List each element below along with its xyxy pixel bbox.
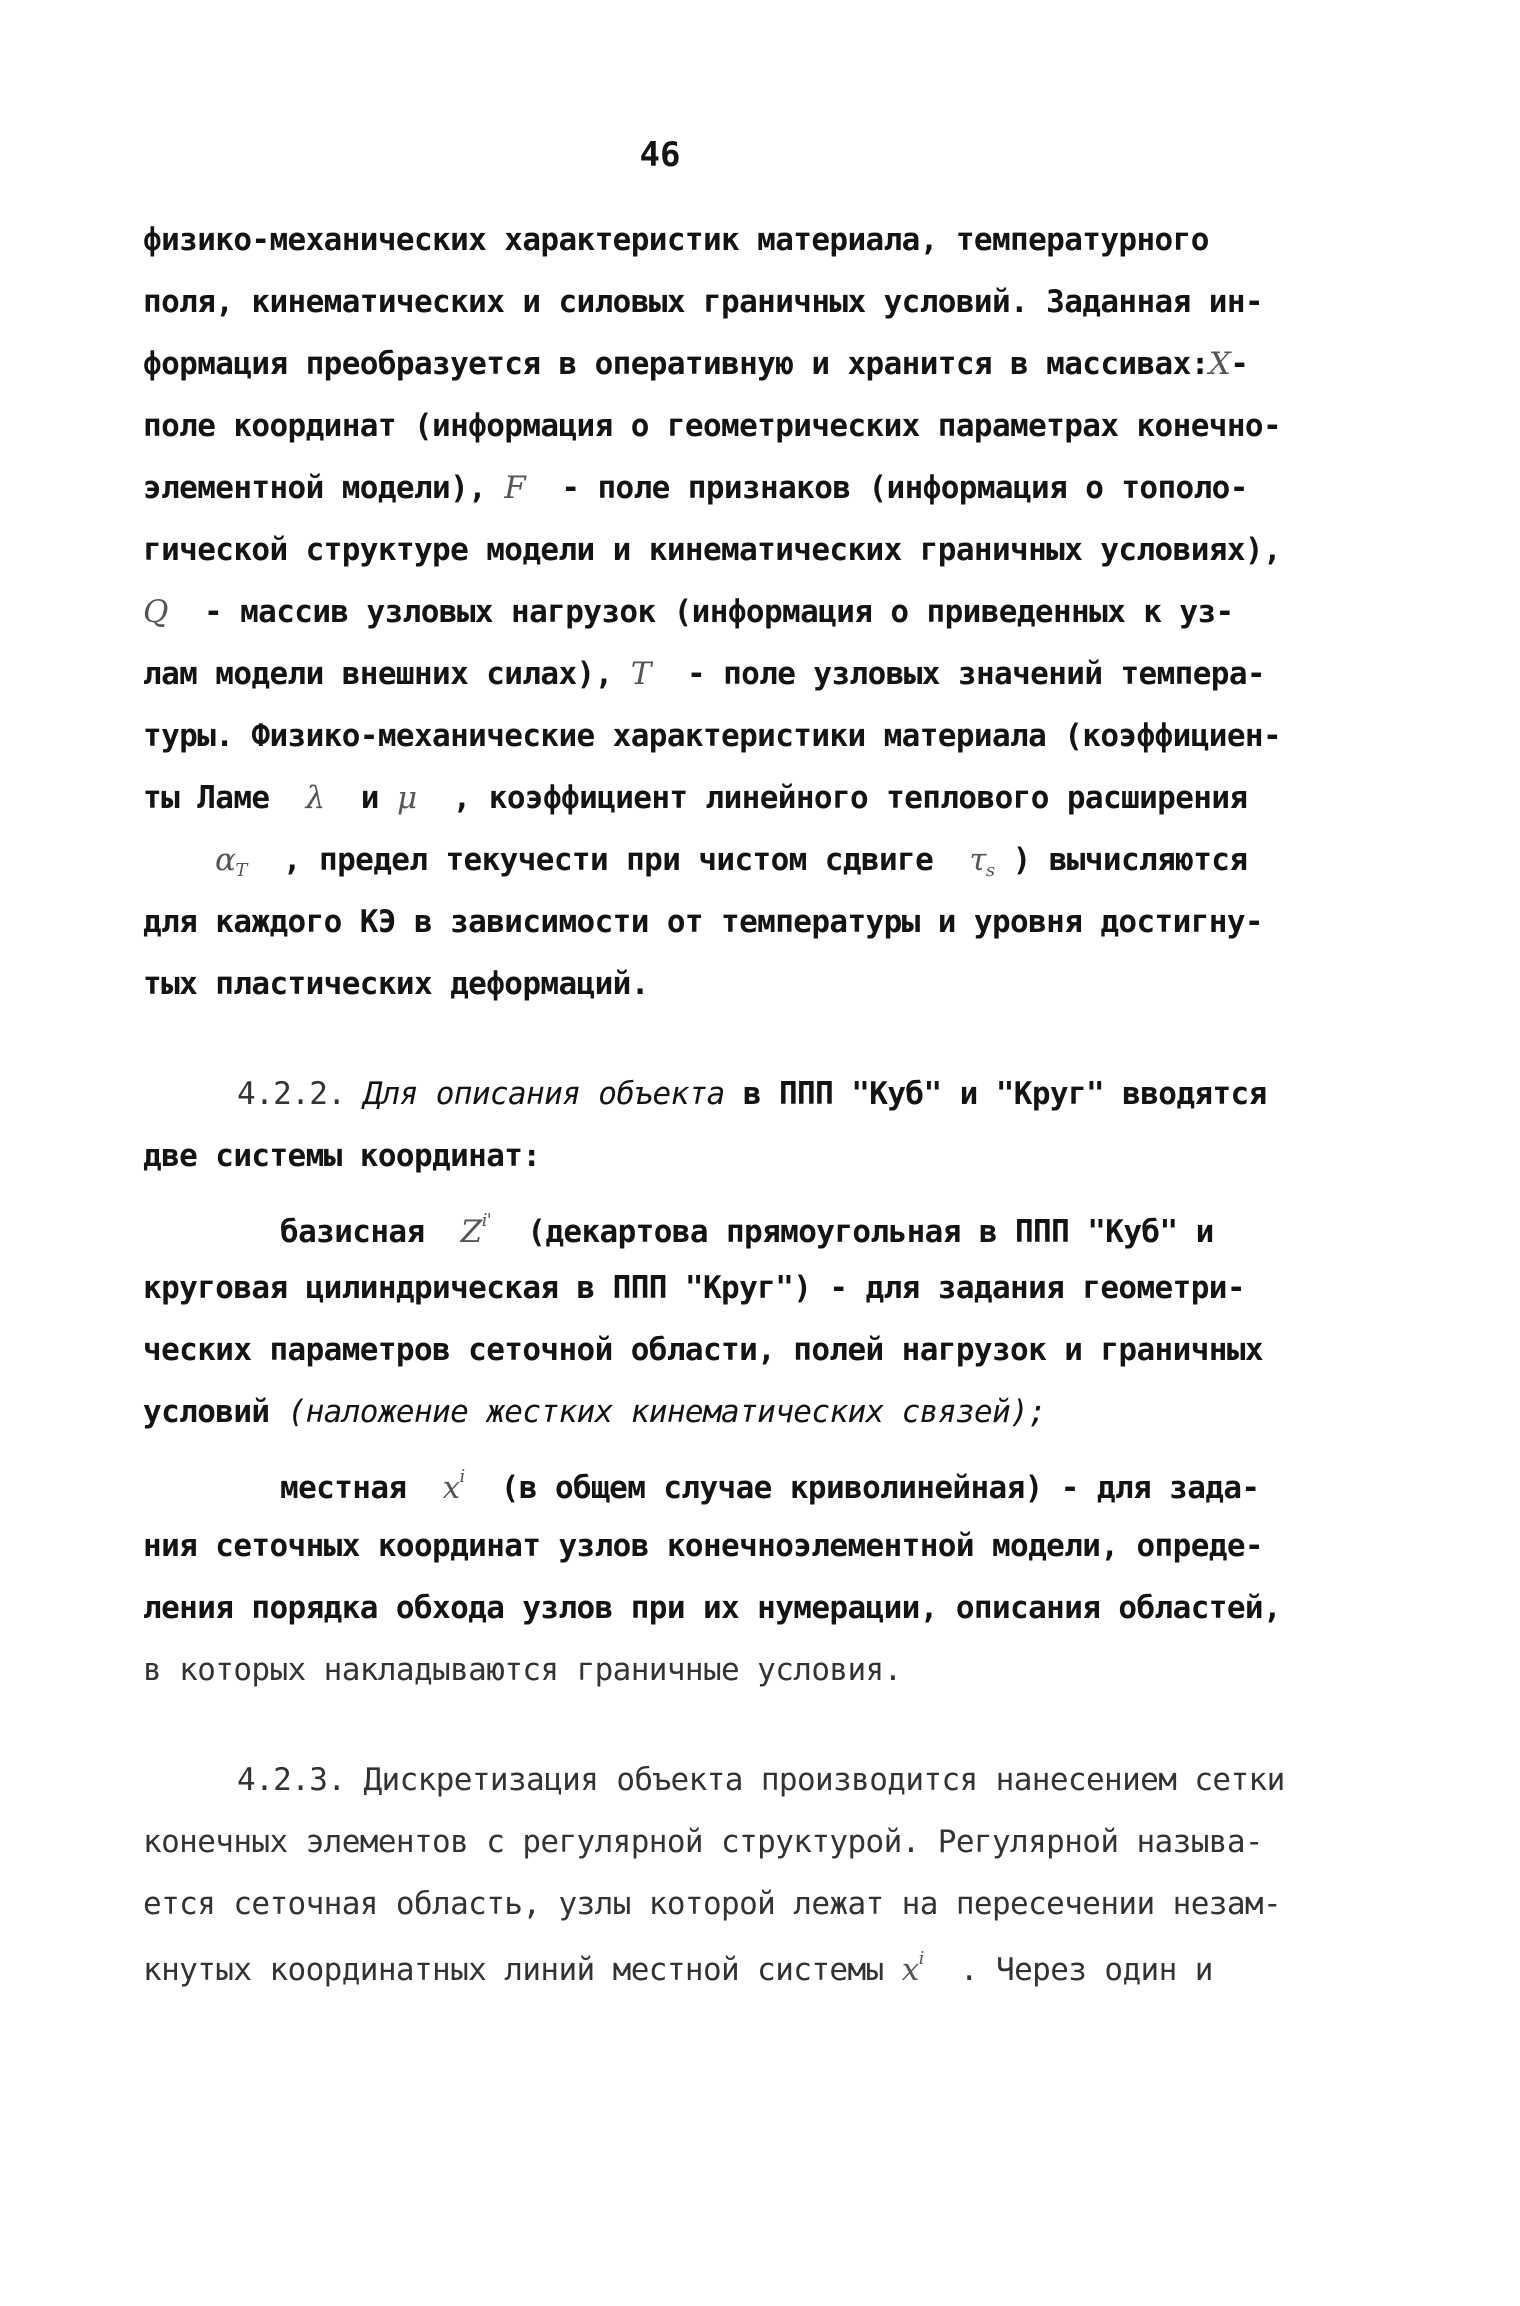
symbol-lambda: λ [305, 780, 325, 816]
text-span: кнутых координатных линий местной системы [143, 1952, 884, 1988]
text-line [280, 1210, 1214, 1250]
text-span: , коэффициент линейного теплового расширения [452, 780, 1248, 816]
symbol-x-superscript: i [459, 1466, 465, 1487]
text-line [280, 1466, 1259, 1506]
text-span: условий [143, 1394, 270, 1430]
text-line [143, 656, 1265, 692]
text-span: базисная [280, 1214, 425, 1250]
text-line: для каждого КЭ в зависимости от температуры и уровня достигну- [143, 904, 1263, 940]
text-line: гической структуре модели и кинематических граничных условиях), [143, 532, 1282, 568]
symbol-alpha-subscript: T [235, 860, 247, 881]
text-span: - поле признаков (информация о тополо- [561, 470, 1248, 506]
text-span: , предел текучести при чистом сдвиге [282, 842, 934, 878]
text-span: формация преобразуется в оперативную и хранится в массивах: [143, 346, 1209, 382]
text-line [215, 842, 1247, 881]
text-span: Для описания объекта [363, 1076, 725, 1112]
text-span: - массив узловых нагрузок (информация о приведенных к уз- [203, 594, 1234, 630]
text-line [143, 470, 1248, 506]
text-line: ния сеточных координат узлов конечноэлементной модели, опреде- [143, 1528, 1263, 1564]
text-line [143, 594, 1234, 630]
text-span: и [360, 780, 379, 816]
page-number: 46 [639, 135, 681, 175]
text-line: 4.2.3. Дискретизация объекта производится нанесением сетки [237, 1762, 1285, 1798]
symbol-x: x [901, 1952, 919, 1988]
symbol-mu: μ [396, 780, 417, 816]
text-span: лам модели внешних силах), [143, 656, 613, 692]
text-line [143, 780, 1247, 816]
text-line [143, 1394, 1046, 1430]
symbol-tau-subscript: s [985, 860, 995, 881]
text-line: ческих параметров сеточной области, полей нагрузок и граничных [143, 1332, 1263, 1368]
text-span: . Через один и [959, 1952, 1213, 1988]
text-span: в ППП "Куб" и "Круг" вводятся [742, 1076, 1267, 1112]
text-span: элементной модели), [143, 470, 487, 506]
symbol-alpha: α [215, 842, 236, 878]
text-span: ты Ламе [143, 780, 270, 816]
text-line: тых пластических деформаций. [143, 966, 649, 1002]
text-span: - [1230, 346, 1249, 382]
text-line: ется сеточная область, узлы которой лежат на пересечении незам- [143, 1886, 1282, 1922]
section-number: 4.2.2. [237, 1076, 346, 1112]
text-line: две системы координат: [143, 1138, 541, 1174]
symbol-q: Q [143, 594, 168, 630]
text-line [143, 346, 1248, 382]
text-span: (в общем случае криволинейная) - для зада- [500, 1470, 1260, 1506]
symbol-z-superscript: i' [481, 1210, 492, 1231]
symbol-z: Z [460, 1214, 482, 1250]
text-span: местная [280, 1470, 407, 1506]
symbol-f: F [504, 470, 526, 506]
symbol-t: T [630, 656, 651, 692]
symbol-x-superscript: i [918, 1948, 924, 1969]
text-span: (наложение жестких кинематических связей); [287, 1394, 1047, 1430]
text-span: - поле узловых значений темпера- [686, 656, 1265, 692]
text-span: (декартова прямоугольная в ППП "Куб" и [527, 1214, 1214, 1250]
text-line: поле координат (информация о геометрических параметрах конечно- [143, 408, 1282, 444]
text-line: туры. Физико-механические характеристики материала (коэффициен- [143, 718, 1282, 754]
text-line: ления порядка обхода узлов при их нумерации, описания областей, [143, 1590, 1282, 1626]
text-span: ) вычисляются [1012, 842, 1248, 878]
text-line: в которых накладываются граничные условия. [143, 1652, 902, 1688]
text-line [237, 1076, 1267, 1112]
text-line: конечных элементов с регулярной структурой. Регулярной называ- [143, 1824, 1263, 1860]
symbol-x: X [1208, 346, 1231, 382]
text-line: круговая цилиндрическая в ППП "Круг") - для задания геометри- [143, 1270, 1245, 1306]
text-line: поля, кинематических и силовых граничных условий. Заданная ин- [143, 284, 1263, 320]
text-line: физико-механических характеристик материала, температурного [143, 222, 1209, 258]
text-line [143, 1948, 1213, 1988]
symbol-x: x [442, 1470, 460, 1506]
symbol-tau: τ [969, 842, 986, 878]
